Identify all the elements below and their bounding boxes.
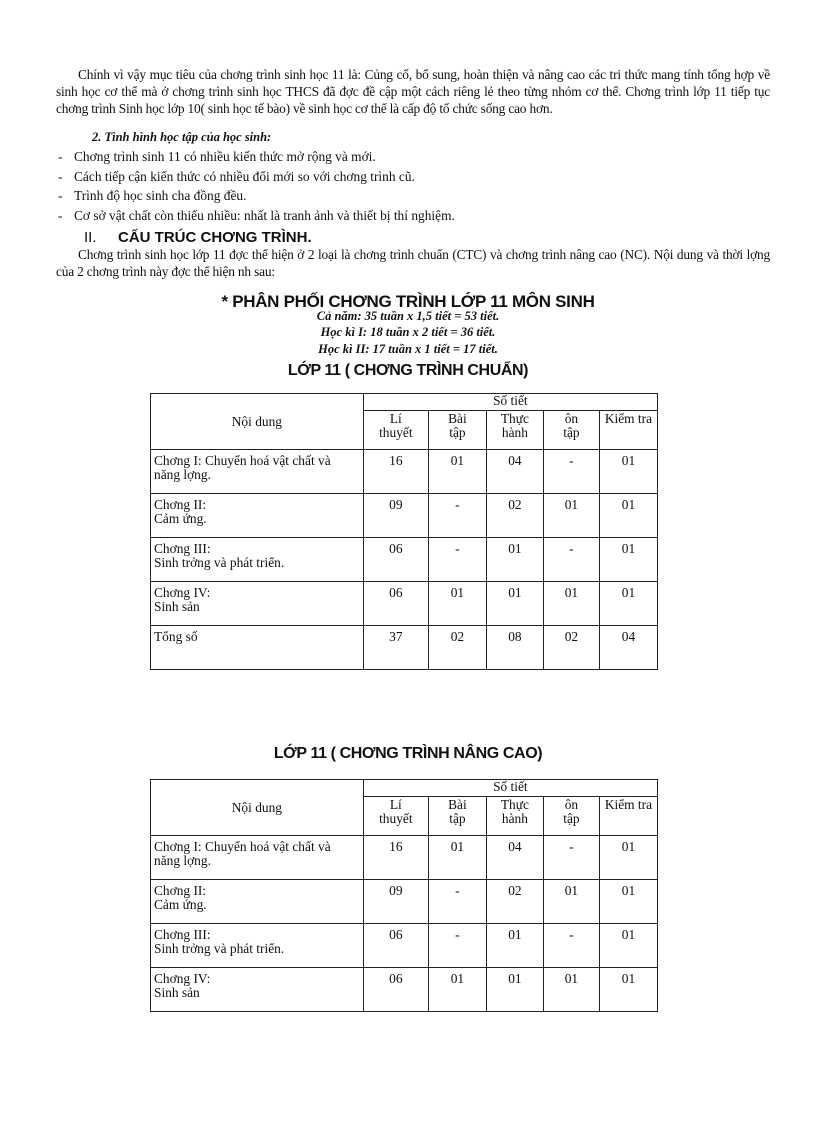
row-content: Chơng III: Sinh trởng và phát triển. (151, 924, 364, 968)
bullet-item: - Cách tiếp cận kiến thức có nhiều đổi mới so với chơng trình cũ. (56, 167, 656, 187)
col-review: ôn tập (543, 797, 599, 836)
standard-program-table (150, 393, 658, 670)
header-content: Nội dung (151, 394, 364, 450)
cell-review: - (543, 924, 599, 968)
cell-theory: 09 (363, 880, 428, 924)
cell-review: 01 (543, 494, 599, 538)
col-theory: Lí thuyết (363, 411, 428, 450)
cell-practice: 02 (486, 880, 543, 924)
header-periods: Số tiết (363, 394, 657, 411)
cell-review: - (543, 836, 599, 880)
row-content: Chơng II: Cảm ứng. (151, 494, 364, 538)
table-row (151, 924, 658, 968)
advanced-program-table (150, 779, 658, 1012)
cell-test: 01 (599, 880, 657, 924)
cell-review: 01 (543, 582, 599, 626)
cell-practice: 04 (486, 836, 543, 880)
col-practice: Thực hành (486, 797, 543, 836)
row-content: Tổng số (151, 626, 364, 670)
header-periods: Số tiết (363, 780, 657, 797)
table-row (151, 450, 658, 494)
cell-theory: 37 (363, 626, 428, 670)
cell-exercise: - (428, 880, 486, 924)
cell-theory: 06 (363, 538, 428, 582)
bullet-item: - Trình độ học sinh cha đồng đều. (56, 186, 656, 206)
cell-test: 01 (599, 450, 657, 494)
cell-exercise: 01 (428, 968, 486, 1012)
cell-review: 02 (543, 626, 599, 670)
cell-test: 01 (599, 582, 657, 626)
section-title: CẤU TRÚC CHƠNG TRÌNH. (118, 229, 312, 246)
cell-test: 01 (599, 968, 657, 1012)
cell-theory: 06 (363, 924, 428, 968)
advanced-table-title: LỚP 11 ( CHƠNG TRÌNH NÂNG CAO) (273, 745, 543, 762)
section-number: II. (84, 229, 97, 246)
col-exercise: Bài tập (428, 797, 486, 836)
distribution-title: * PHÂN PHỐI CHƠNG TRÌNH LỚP 11 MÔN SINH (221, 292, 595, 311)
row-content: Chơng IV: Sinh sản (151, 968, 364, 1012)
col-test: Kiểm tra (599, 411, 657, 450)
cell-practice: 01 (486, 538, 543, 582)
cell-exercise: 02 (428, 626, 486, 670)
header-content: Nội dung (151, 780, 364, 836)
distribution-line-semester-1: Học kì I: 18 tuần x 2 tiết = 36 tiết. (320, 325, 496, 339)
row-content: Chơng I: Chuyển hoá vật chất và năng lợng. (151, 450, 364, 494)
cell-exercise: 01 (428, 836, 486, 880)
subheading-student-situation: 2. Tình hình học tập của học sinh: (92, 130, 272, 144)
cell-exercise: 01 (428, 450, 486, 494)
cell-theory: 09 (363, 494, 428, 538)
bullet-item: - Chơng trình sinh 11 có nhiều kiến thức mở rộng và mới. (56, 147, 656, 167)
cell-test: 01 (599, 924, 657, 968)
row-content: Chơng I: Chuyển hoá vật chất và năng lợng. (151, 836, 364, 880)
cell-test: 01 (599, 494, 657, 538)
cell-practice: 08 (486, 626, 543, 670)
table-row (151, 582, 658, 626)
cell-test: 01 (599, 538, 657, 582)
distribution-line-year: Cả năm: 35 tuần x 1,5 tiết = 53 tiết. (316, 309, 500, 323)
cell-review: 01 (543, 968, 599, 1012)
cell-practice: 01 (486, 582, 543, 626)
distribution-line-semester-2: Học kì II: 17 tuần x 1 tiết = 17 tiết. (318, 342, 498, 356)
cell-test: 04 (599, 626, 657, 670)
col-practice: Thực hành (486, 411, 543, 450)
cell-exercise: - (428, 924, 486, 968)
cell-practice: 04 (486, 450, 543, 494)
bullet-item: - Cơ sở vật chất còn thiếu nhiều: nhất là tranh ảnh và thiết bị thí nghiệm. (56, 206, 656, 226)
situation-bullet-list (56, 147, 656, 225)
standard-table-title: LỚP 11 ( CHƠNG TRÌNH CHUẨN) (287, 362, 529, 379)
col-review: ôn tập (543, 411, 599, 450)
row-content: Chơng II: Cảm ứng. (151, 880, 364, 924)
row-content: Chơng III: Sinh trởng và phát triển. (151, 538, 364, 582)
cell-exercise: - (428, 538, 486, 582)
table-row (151, 968, 658, 1012)
section-heading (84, 229, 312, 246)
table-header-row (151, 780, 658, 797)
cell-review: 01 (543, 880, 599, 924)
cell-theory: 16 (363, 836, 428, 880)
cell-theory: 06 (363, 582, 428, 626)
table-row (151, 538, 658, 582)
col-exercise: Bài tập (428, 411, 486, 450)
table-row (151, 880, 658, 924)
table-row (151, 836, 658, 880)
cell-theory: 06 (363, 968, 428, 1012)
cell-exercise: 01 (428, 582, 486, 626)
cell-practice: 01 (486, 968, 543, 1012)
cell-exercise: - (428, 494, 486, 538)
row-content: Chơng IV: Sinh sản (151, 582, 364, 626)
table-header-row (151, 394, 658, 411)
cell-practice: 01 (486, 924, 543, 968)
cell-test: 01 (599, 836, 657, 880)
table-row (151, 494, 658, 538)
cell-practice: 02 (486, 494, 543, 538)
col-test: Kiểm tra (599, 797, 657, 836)
structure-paragraph: Chơng trình sinh học lớp 11 đợc thể hiện ở 2 loại là chơng trình chuẩn (CTC) và chơng trình nâng cao (NC). Nội dung và thời lợng của 2 chơng trình này đợc thể hiện nh sau: (56, 247, 770, 279)
cell-review: - (543, 538, 599, 582)
table-row-total (151, 626, 658, 670)
cell-review: - (543, 450, 599, 494)
col-theory: Lí thuyết (363, 797, 428, 836)
intro-paragraph: Chính vì vậy mục tiêu của chơng trình sinh học 11 là: Củng cố, bổ sung, hoàn thiện và nâng cao các tri thức mang tính tổng hợp về sinh học cơ thể mà ở chơng trình sinh học THCS đã đợc đề cập một cách riêng lẻ theo từng nhóm cơ thể. Chơng trình lớp 11 tiếp tục chơng trình Sinh học lớp 10( sinh học tế bào) về sinh học cơ thể là cấp độ tổ chức sống cao hơn. (56, 67, 770, 116)
cell-theory: 16 (363, 450, 428, 494)
